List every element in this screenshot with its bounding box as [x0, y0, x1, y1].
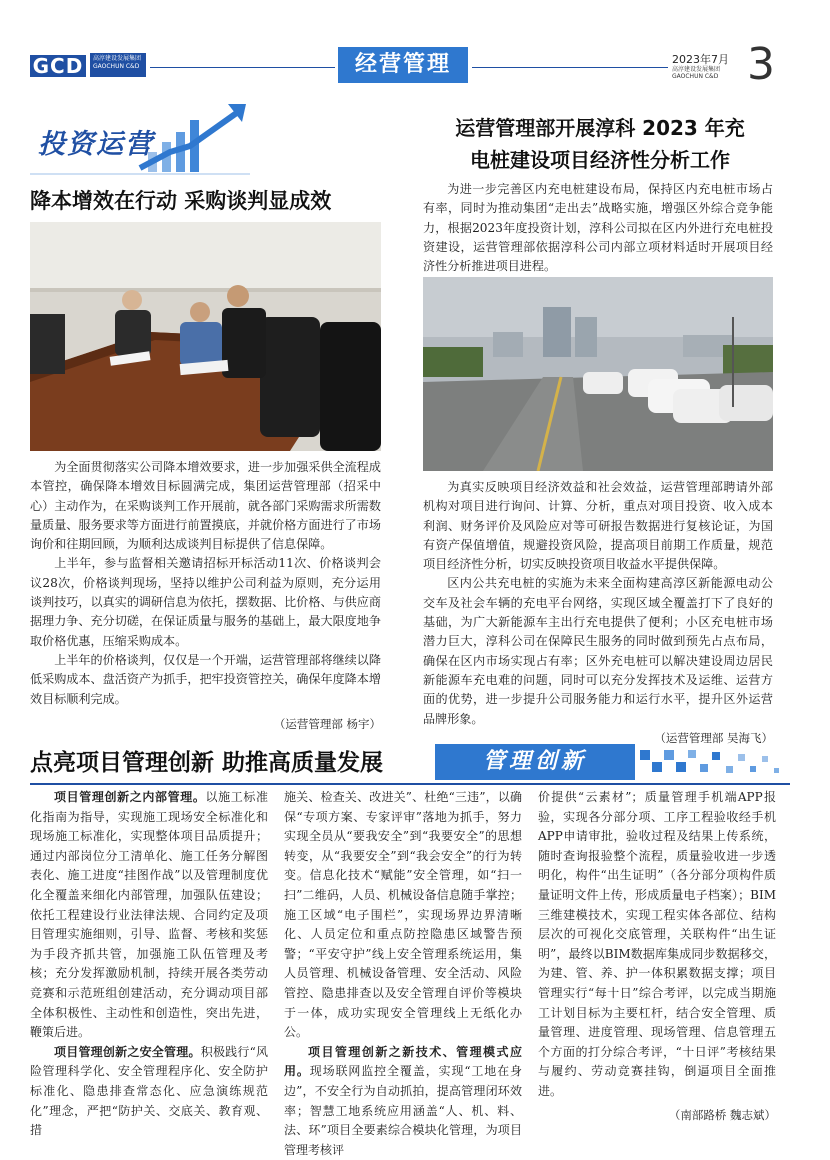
bottom-rule: [30, 783, 790, 785]
right-headline: [412, 112, 788, 176]
bottom-column-3: [538, 788, 776, 1124]
header-rule-right: [472, 67, 668, 68]
left-paragraph: 上半年，参与监督相关邀请招标开标活动11次、价格谈判会议28次，价格谈判现场，坚持以维护公司利益为原则，充分运用谈判技巧，以真实的调研信息为依托，摆数据、比价格、与供应商据理力争、充分切磋，在保证质量与服务的基础上，最大限度地争取价格优惠，压缩采购成本。: [30, 556, 381, 648]
right-byline: （运营管理部 吴海飞）: [654, 730, 773, 745]
charging-station-photo: [423, 277, 773, 471]
paragraph-text: 价提供“云素材”；质量管理手机端APP报验，实现各分部分项、工序工程验收经手机APP申请审批，验收过程及结果上传系统，随时查询报验整个流程，质量验收进一步透明化，构件“出生证明”（各分部分项构件质量证明文件上传，形成质量电子档案）；BIM三维建模技术，实现工程实体各部位、结构层次的可视化交底管理，关联构件“出生证明”，最终以BIM数据库集成同步数据移交，为建、管、养、护一体积累数据支撑；项目管理实行“每十日”综合考评，以完成当期施工计划目标为主要杠杆，结合安全管理、质量管理、进度管理、现场管理、信息管理五个方面的打分综合考评，“十日评”考核结果与履约、劳动竞赛挂钩，倒逼项目全面推进。: [538, 790, 776, 1098]
logo-text: [90, 53, 146, 77]
left-byline: （运营管理部 杨宇）: [273, 716, 381, 731]
investment-banner-text: 投资运营: [38, 129, 154, 160]
issue-org-cn: 高淳建设发展集团: [672, 66, 721, 73]
investment-banner: [30, 100, 250, 178]
paragraph-lead: 项目管理创新之安全管理。: [54, 1044, 201, 1059]
logo-en: GAOCHUN C&D: [93, 63, 140, 70]
column-paragraph: [30, 788, 268, 1043]
right-paragraph: 为真实反映项目经济效益和社会效益，运营管理部聘请外部机构对项目进行询问、计算、分析，重点对项目投资、收入成本利润、财务评价及风险应对等可研报告数据进行复核论证，为国有资产保值增值，规避投资风险，提高项目前期工作质量，规范项目经济性分析，切实反映投资项目收益水平提供保障。: [423, 480, 773, 572]
right-headline-line-1: 运营管理部开展淳科 2023 年充: [455, 116, 745, 140]
meeting-photo: [30, 222, 381, 451]
header-rule-left: [150, 67, 335, 68]
paragraph-lead: 项目管理创新之内部管理。: [54, 790, 206, 804]
right-article-body: [423, 478, 773, 747]
right-paragraph: 为进一步完善区内充电桩建设布局，保持区内充电桩市场占有率，同时为推动集团“走出去”战略实施，增强区外综合竞争能力，根据2023年度投资计划，淳科公司拟在区内外进行充电桩投资建设，运营管理部依据淳科公司内部立项材料适时开展项目经济性分析推进项目进程。: [423, 182, 773, 274]
page-number: 3: [747, 39, 775, 90]
left-paragraph: 为全面贯彻落实公司降本增效要求，进一步加强采供全流程成本管控，确保降本增效目标圆满完成，集团运营管理部（招采中心）主动作为，在采购谈判工作开展前，就各部门采购需求所需数量质量、服务要求等方面进行前置摸底，并就价格方面进行了市场询价和往期回顾，为顺利达成谈判目标提供了信息保障。: [30, 460, 381, 552]
left-article-body: [30, 458, 381, 733]
left-headline: 降本增效在行动 采购谈判显成效: [30, 189, 332, 213]
issue-org: [672, 66, 742, 80]
bottom-headline: 点亮项目管理创新 助推高质量发展: [30, 750, 384, 776]
issue-org-en: GAOCHUN C&D: [672, 73, 719, 80]
pixel-decoration: [640, 746, 790, 780]
paragraph-lead: 项目管理创新之新技术、管理模式应用。: [284, 1044, 522, 1079]
management-innovation-tag: 管理创新: [435, 744, 635, 780]
logo-mark: GCD: [30, 55, 86, 77]
right-paragraph: 区内公共充电桩的实施为未来全面构建高淳区新能源电动公交车及社会车辆的充电平台网络，实现区域全覆盖打下了良好的基础，为广大新能源车主出行充电提供了便利；小区充电桩市场潜力巨大，淳科公司在保障民生服务的同时做到预先占点布局，确保在区内市场实现占有率；区外充电桩可以解决建设周边居民新能源车充电难的问题，同时可以充分发挥技术及运维、运营方面的优势，进一步提升公司服务能力和运行水平，提升区外运营品牌形象。: [423, 576, 773, 726]
logo-cn: 高淳建设发展集团: [93, 55, 142, 62]
bottom-column-2: [284, 788, 522, 1160]
section-title: 经营管理: [338, 47, 468, 83]
column-paragraph: [30, 1043, 268, 1141]
paragraph-text: 积极践行“风险管理科学化、安全管理程序化、安全防护标准化、隐患排查常态化、应急演练规范化”理念，严把“防护关、交底关、教育观、措: [30, 1044, 268, 1138]
bottom-byline: （南部路桥 魏志斌）: [668, 1107, 776, 1122]
right-intro: [423, 180, 773, 276]
paragraph-text: 现场联网监控全覆盖，实现“工地在身边”，不安全行为自动抓拍，提高管理闭环效率；智慧工地系统应用涵盖“人、机、料、法、环”项目全要素综合模块化管理，为项目管理考核评: [284, 1064, 522, 1157]
column-paragraph: [538, 788, 776, 1102]
bottom-column-1: [30, 788, 268, 1141]
column-paragraph: [284, 788, 522, 1043]
left-paragraph: 上半年的价格谈判，仅仅是一个开端，运营管理部将继续以降低采购成本、盘活资产为抓手，把牢投资管控关，确保年度降本增效目标顺利完成。: [30, 652, 381, 706]
column-paragraph: [284, 1043, 522, 1160]
issue-date: 2023年7月: [672, 53, 729, 66]
right-headline-line-2: 电桩建设项目经济性分析工作: [470, 148, 730, 172]
paragraph-text: 以施工标准化指南为指导，实现施工现场安全标准化和现场施工标准化，实现整体项目品质提升；通过内部岗位分工清单化、施工任务分解图表化、施工进度“挂图作战”以及管理制度优化全覆盖来细化内部管理，加强队伍建设；依托工程建设行业法律法规、合同约定及项目管理实施细则，引导、监督、考核和奖惩为手段齐抓共管，加强施工队伍管理及考核；充分发挥激励机制，持续开展各类劳动竞赛和示范班组创建活动，充分调动项目部全体积极性、主动性和创造性，突出先进，鞭策后进。: [30, 790, 268, 1040]
paragraph-text: 施关、检查关、改进关”、杜绝“三违”，以确保“专项方案、专家评审”落地为抓手，努力实现全员从“要我安全”到“我要安全”的思想转变，从“我要安全”到“我会安全”的行为转变。信息化技术“赋能”安全管理，如“扫一扫”二维码，人员、机械设备信息随手掌控；施工区域“电子围栏”，实现场界边界清晰化、人员定位和重点防控隐患区域警告预警；“平安守护”线上安全管理系统运用，集人员管理、机械设备管理、安全活动、风险管控、隐患排查以及安全管理自评价等模块于一体，成功实现安全管理线上无纸化办公。: [284, 790, 522, 1040]
